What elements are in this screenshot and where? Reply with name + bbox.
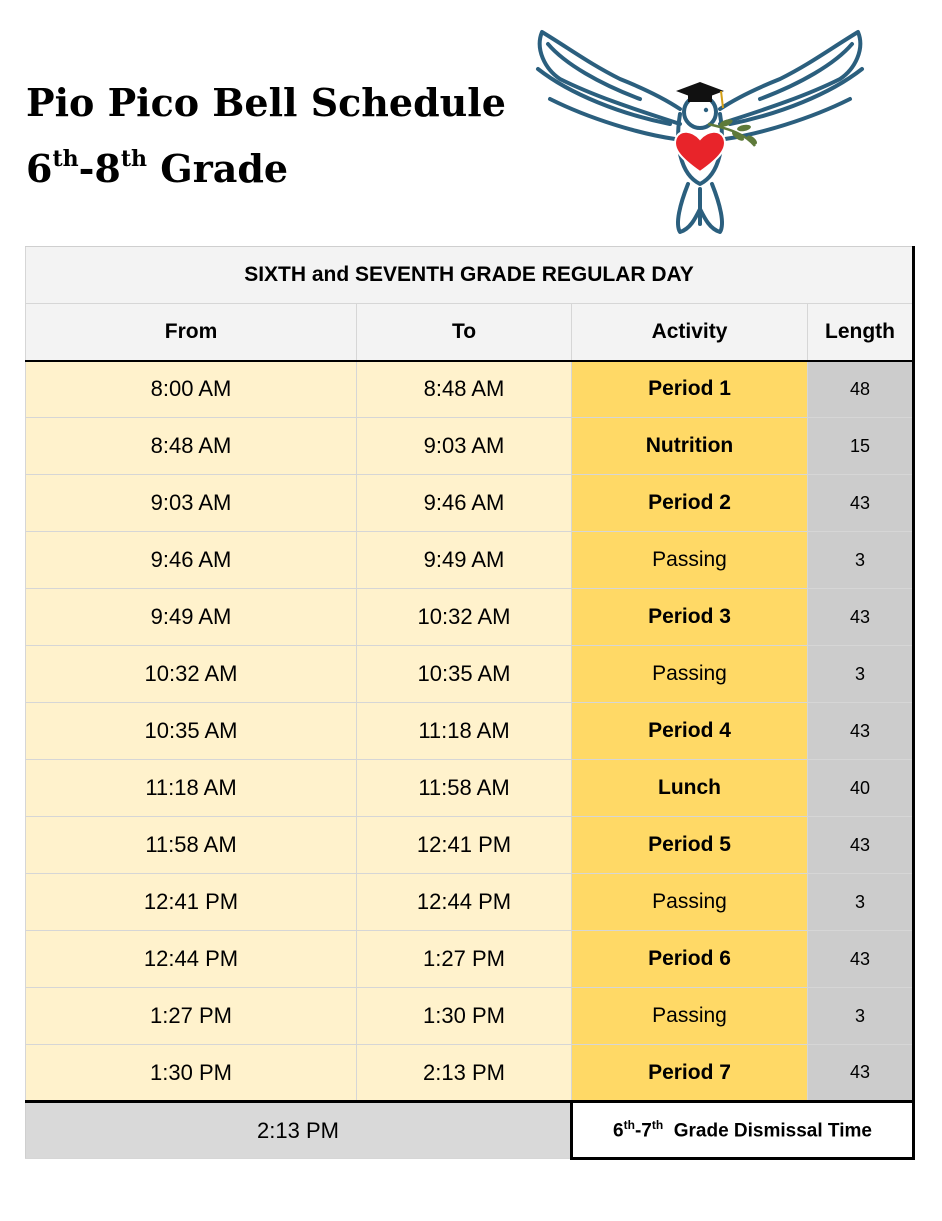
table-row: [26, 760, 914, 817]
dismissal-grade-end-suffix: th: [651, 1117, 664, 1132]
activity-cell: Nutrition: [572, 418, 808, 475]
length-cell: 43: [808, 589, 914, 646]
table-row: [26, 646, 914, 703]
length-cell: 43: [808, 1045, 914, 1102]
activity-cell: Period 5: [572, 817, 808, 874]
page-title: Pio Pico Bell Schedule: [26, 80, 506, 125]
table-row: [26, 874, 914, 931]
to-time-cell: 12:41 PM: [357, 817, 572, 874]
to-time-cell: 10:35 AM: [357, 646, 572, 703]
right-wing-icon: [720, 32, 860, 124]
activity-cell: Lunch: [572, 760, 808, 817]
table-row: [26, 418, 914, 475]
from-time-cell: 10:35 AM: [26, 703, 357, 760]
table-row: [26, 988, 914, 1045]
from-time-cell: 12:44 PM: [26, 931, 357, 988]
to-time-cell: 9:46 AM: [357, 475, 572, 532]
table-header-row: [26, 304, 914, 361]
from-time-cell: 9:49 AM: [26, 589, 357, 646]
activity-cell: Period 7: [572, 1045, 808, 1102]
length-cell: 48: [808, 361, 914, 418]
dismissal-time: 2:13 PM: [26, 1102, 572, 1159]
length-cell: 43: [808, 703, 914, 760]
activity-cell: Passing: [572, 532, 808, 589]
activity-cell: Passing: [572, 874, 808, 931]
activity-cell: Passing: [572, 646, 808, 703]
column-header-activity: Activity: [572, 304, 808, 361]
table-row: [26, 817, 914, 874]
from-time-cell: 1:27 PM: [26, 988, 357, 1045]
to-time-cell: 11:58 AM: [357, 760, 572, 817]
from-time-cell: 9:46 AM: [26, 532, 357, 589]
to-time-cell: 9:49 AM: [357, 532, 572, 589]
length-cell: 3: [808, 988, 914, 1045]
dismissal-grade-end: -7: [634, 1120, 652, 1142]
from-time-cell: 8:00 AM: [26, 361, 357, 418]
to-time-cell: 12:44 PM: [357, 874, 572, 931]
table-row: [26, 1045, 914, 1102]
grade-word: Grade: [147, 146, 289, 191]
to-time-cell: 11:18 AM: [357, 703, 572, 760]
from-time-cell: 11:58 AM: [26, 817, 357, 874]
from-time-cell: 1:30 PM: [26, 1045, 357, 1102]
grade-end: -8: [78, 146, 121, 191]
length-cell: 43: [808, 817, 914, 874]
table-caption-row: [26, 247, 914, 304]
dismissal-label: [572, 1102, 914, 1159]
grade-start: 6: [26, 146, 53, 191]
activity-cell: Period 6: [572, 931, 808, 988]
activity-cell: Period 4: [572, 703, 808, 760]
length-cell: 3: [808, 532, 914, 589]
grade-end-suffix: th: [120, 146, 148, 172]
column-header-to: To: [357, 304, 572, 361]
grade-subtitle: [26, 146, 289, 191]
activity-cell: Period 2: [572, 475, 808, 532]
length-cell: 3: [808, 646, 914, 703]
to-time-cell: 1:27 PM: [357, 931, 572, 988]
table-row: [26, 931, 914, 988]
dove-graduation-cap-heart-logo: [530, 24, 870, 239]
activity-cell: Period 1: [572, 361, 808, 418]
from-time-cell: 11:18 AM: [26, 760, 357, 817]
from-time-cell: 9:03 AM: [26, 475, 357, 532]
dismissal-label-text: Grade Dismissal Time: [663, 1120, 872, 1142]
footer-row: [26, 1102, 914, 1159]
table-row: [26, 589, 914, 646]
table-row: [26, 703, 914, 760]
table-row: [26, 475, 914, 532]
dismissal-grade-start: 6: [613, 1120, 624, 1142]
bell-schedule-table: [25, 246, 915, 1160]
column-header-length: Length: [808, 304, 914, 361]
activity-cell: Period 3: [572, 589, 808, 646]
from-time-cell: 10:32 AM: [26, 646, 357, 703]
activity-cell: Passing: [572, 988, 808, 1045]
grade-start-suffix: th: [52, 146, 79, 172]
column-header-from: From: [26, 304, 357, 361]
length-cell: 43: [808, 931, 914, 988]
to-time-cell: 10:32 AM: [357, 589, 572, 646]
length-cell: 40: [808, 760, 914, 817]
table-caption: SIXTH and SEVENTH GRADE REGULAR DAY: [26, 247, 914, 304]
length-cell: 3: [808, 874, 914, 931]
to-time-cell: 8:48 AM: [357, 361, 572, 418]
length-cell: 43: [808, 475, 914, 532]
left-wing-icon: [540, 32, 680, 124]
to-time-cell: 1:30 PM: [357, 988, 572, 1045]
from-time-cell: 12:41 PM: [26, 874, 357, 931]
table-row: [26, 532, 914, 589]
dismissal-grade-start-suffix: th: [623, 1117, 635, 1132]
to-time-cell: 9:03 AM: [357, 418, 572, 475]
length-cell: 15: [808, 418, 914, 475]
to-time-cell: 2:13 PM: [357, 1045, 572, 1102]
table-row: [26, 361, 914, 418]
from-time-cell: 8:48 AM: [26, 418, 357, 475]
